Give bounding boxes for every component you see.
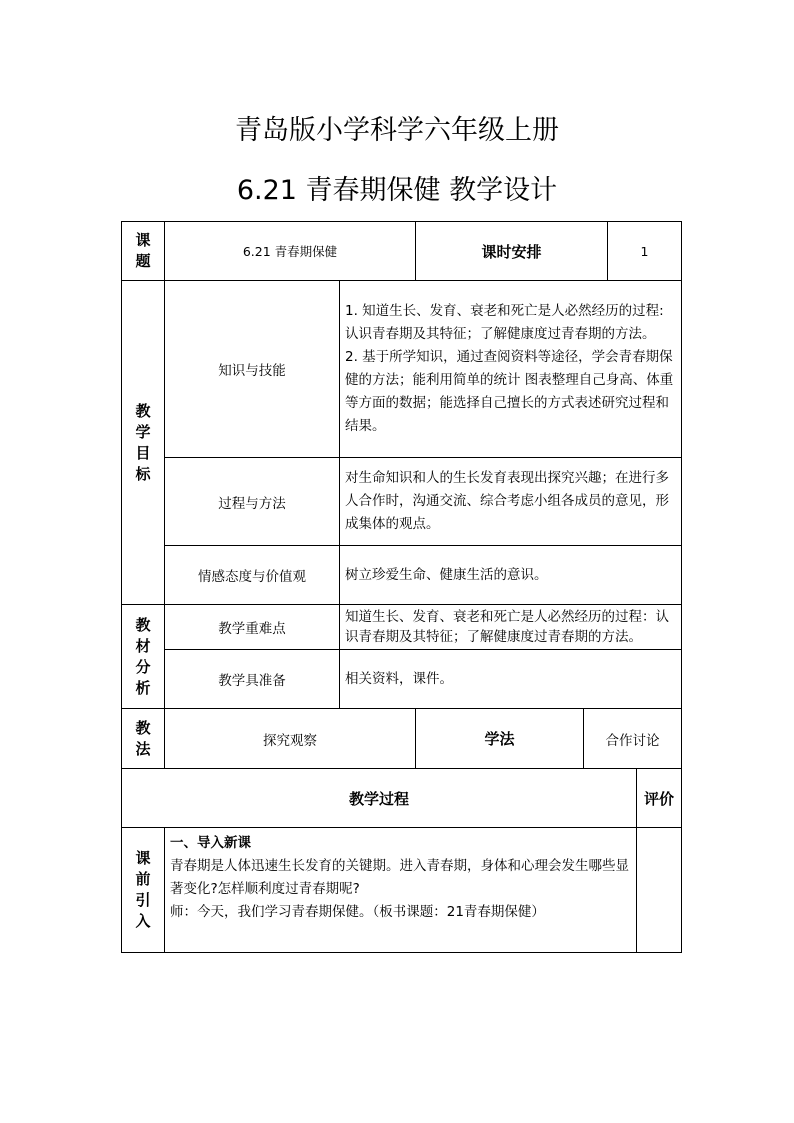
goals-label: 教 学 目 标	[122, 281, 165, 605]
intro-eval	[637, 828, 682, 953]
hours-value: 1	[608, 222, 682, 281]
lesson-plan-table	[121, 221, 682, 953]
method-label: 教 法	[122, 709, 165, 769]
topic-row	[122, 222, 682, 281]
hours-label: 课时安排	[416, 222, 608, 281]
learn-method-value: 合作讨论	[584, 709, 682, 769]
intro-heading: 一、导入新课	[170, 835, 251, 851]
process-label: 过程与方法	[165, 458, 340, 546]
document-title: 青岛版小学科学六年级上册	[235, 115, 559, 146]
goal-knowledge-row	[122, 281, 682, 458]
method-row	[122, 709, 682, 769]
intro-row	[122, 828, 682, 953]
process-header: 教学过程	[122, 769, 637, 828]
goal-emotion-row	[122, 546, 682, 605]
material-label: 教 材 分 析	[122, 605, 165, 709]
emotion-text: 树立珍爱生命、健康生活的意识。	[340, 546, 682, 605]
intro-line-2: 师：今天，我们学习青春期保健。（板书课题：21青春期保健）	[170, 904, 545, 920]
emotion-label: 情感态度与价值观	[165, 546, 340, 605]
keypoint-text: 知道生长、发育、衰老和死亡是人必然经历的过程：认识青春期及其特征；了解健康度过青春期的方法。	[340, 605, 682, 650]
topic-value: 6.21 青春期保健	[165, 222, 416, 281]
topic-label: 课 题	[122, 222, 165, 281]
process-header-row	[122, 769, 682, 828]
knowledge-text	[340, 281, 682, 458]
prep-text: 相关资料，课件。	[340, 650, 682, 709]
intro-line-1: 青春期是人体迅速生长发育的关键期。进入青春期，身体和心理会发生哪些显著变化?怎样顺利度过青春期呢?	[170, 858, 629, 897]
process-text: 对生命知识和人的生长发育表现出探究兴趣；在进行多人合作时，沟通交流、综合考虑小组各成员的意见，形成集体的观点。	[340, 458, 682, 546]
prep-label: 教学具准备	[165, 650, 340, 709]
prep-row	[122, 650, 682, 709]
eval-header: 评价	[637, 769, 682, 828]
knowledge-item-2: 2. 基于所学知识，通过查阅资料等途径，学会青春期保健的方法；能利用简单的统计 图表整理自己身高、体重等方面的数据；能选择自己擅长的方式表述研究过程和结果。	[345, 349, 674, 434]
intro-content	[165, 828, 637, 953]
knowledge-label: 知识与技能	[165, 281, 340, 458]
knowledge-item-1: 1. 知道生长、发育、衰老和死亡是人必然经历的过程:认识青春期及其特征；了解健康度过青春期的方法。	[345, 303, 664, 342]
teach-method-value: 探究观察	[165, 709, 416, 769]
learn-method-label: 学法	[416, 709, 584, 769]
goal-process-row	[122, 458, 682, 546]
document-subtitle: 6.21 青春期保健 教学设计	[236, 175, 558, 206]
intro-label: 课 前 引 入	[122, 828, 165, 953]
keypoint-row	[122, 605, 682, 650]
keypoint-label: 教学重难点	[165, 605, 340, 650]
